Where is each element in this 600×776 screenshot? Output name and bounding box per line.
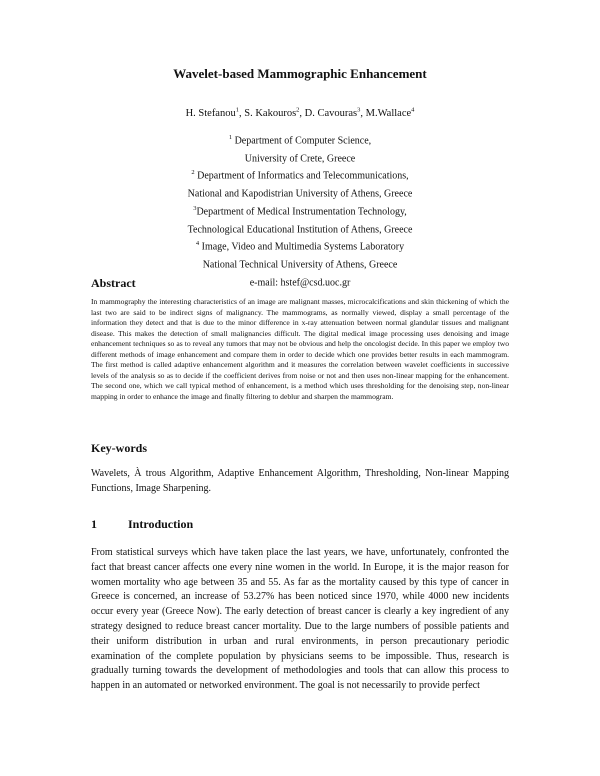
- author: M.Wallace$^4$: [365, 106, 415, 119]
- affiliation-line: National Technical University of Athens, Greece: [202, 259, 398, 271]
- keywords-heading: Key-words: [91, 441, 147, 455]
- author: S. Kakouros$^2$,: [244, 106, 305, 119]
- affiliation-line: $^4$ Image, Video and Multimedia Systems Laboratory: [195, 240, 405, 253]
- contact-email: e-mail: hstef@csd.uoc.gr: [249, 277, 351, 289]
- affiliation-line: $^1$ Department of Computer Science,: [228, 134, 372, 147]
- affiliation-line: Technological Educational Institution of Athens, Greece: [187, 224, 413, 235]
- section-title: Introduction: [128, 517, 194, 531]
- author-list: [60, 106, 540, 119]
- section-heading-introduction: [91, 517, 193, 532]
- paper-title: Wavelet-based Mammographic Enhancement: [173, 66, 427, 81]
- affiliation-line: National and Kapodistrian University of Athens, Greece: [187, 188, 413, 200]
- section-number: 1: [91, 517, 97, 531]
- introduction-text: From statistical surveys which have taken place the last years, we have, unfortunately, confronted the fact that breast cancer affects one every nine women in the world. In Europe, it is the major reason for women mortality who age between 35 and 55. As far as the mortality caused by this type of cancer in Greece is concerned, an increase of 53.27% has been noticed since 1970, while 4000 new incidents occur every year (Greece Now). The early detection of breast cancer is clearly a key ingredient of any strategy designed to reduce breast cancer mortality. Due to the large numbers of possible patients and their uniform distribution in urban and rural environments, in person precautionary periodic examination of the complete population by physicians seems to be impossible. Thus, research is gradually turning towards the development of methodologies and tools that can allow this process to happen in an automated or networked environment. The goal is not necessarily to provide perfect: [91, 547, 509, 692]
- affiliations: [100, 131, 500, 291]
- affiliation-line: $^3$Department of Medical Instrumentation Technology,: [193, 204, 407, 218]
- affiliation-line: University of Crete, Greece: [244, 153, 356, 165]
- abstract-heading: Abstract: [91, 276, 136, 290]
- author: D. Cavouras$^3$,: [304, 106, 366, 119]
- abstract-text: In mammography the interesting characteristics of an image are malignant masses, microcalcifications and skin thickening of which the last two are said to be indirect signs of malignancy. The mammograms, as normally viewed, display a small percentage of the information they detect and that is due to the minor difference in x-ray attenuation between normal glandular tissues and malignant disease. This makes the detection of small malignancies difficult. The digital medical image processing uses denoising and image enhancement techniques so as to reveal any tumors that may not be obvious and help the oncologist decide. In this paper we employ two different methods of image enhancement and compare them in order to decide which one provides better results in each mammogram. The first method is called adaptive enhancement algorithm and it measures the correlation between wavelet coefficients in successive levels of the analysis so as to decide if the coefficient derives from noise or not and then uses non-linear mapping for the enhancement. The second one, which we call typical method of enhancement, is a method which uses thresholding for the denoising step, non-linear mapping in order to enhance the image and finally filtering to deblur and sharpen the mammogram.: [91, 297, 509, 401]
- affiliation-line: $^2$ Department of Informatics and Telecommunications,: [191, 169, 409, 182]
- keywords-text: Wavelets, À trous Algorithm, Adaptive Enhancement Algorithm, Thresholding, Non-linear Mapping Functions, Image Sharpening.: [91, 468, 509, 494]
- author: H. Stefanou$^1$,: [185, 106, 245, 119]
